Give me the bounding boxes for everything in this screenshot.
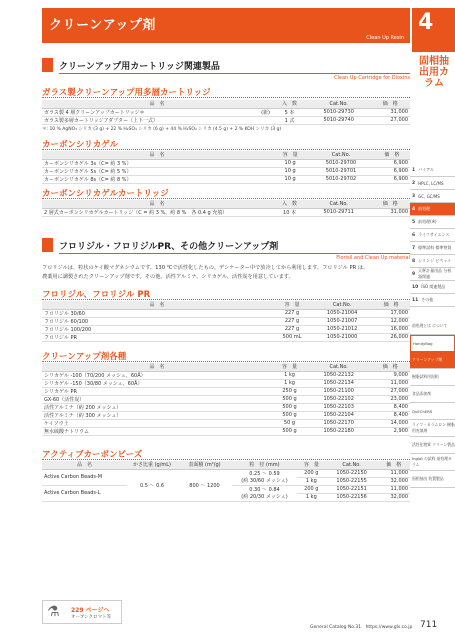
nav-item[interactable]: 1 バイアル	[410, 164, 455, 177]
florisil-table: 品 名 容 量 Cat.No. 価 格 フロリジル 30/60 227 g 1050-21004 17,000 フロリジル 60/100 227 g 1050-21007 12,000 フロリジル 100/200 227 g 1050-21012 16,000 フロリジル PR 500 mL 1050-21000 26,000	[44, 301, 408, 341]
subnav-item[interactable]: 前処理とは について	[410, 318, 455, 335]
various-table: 品 名 容 量 Cat.No. 価 格 シリカゲル -100（70/200 メッシュ、60Å） 1 kg 1050-22132 9,000 シリカゲル -150（30/80 メッシュ、60Å） 1 kg 1050-22134 11,000 シリカゲル PR 250 g 1050-21100 27,000 GX-60（活性炭） 500 g 1050-22102 23,000 活性アルミナ（約 200 メッシュ） 500 g 1050-22103 8,400 活性アルミナ（約 300 メッシュ） 500 g 1050-22104 8,400 ケイソウ土 50 g 1050-22170 14,000 無水硫酸ナトリウム 500 g 1050-22180 2,900	[44, 363, 408, 435]
page-title-en: Clean Up Resin	[366, 35, 404, 41]
reference-page: 229 ページへ	[71, 607, 110, 614]
subnav-item[interactable]: 樹脂試料用固相	[410, 369, 455, 386]
section-florisil	[42, 238, 410, 252]
nav-item[interactable]: 11 その他	[410, 294, 455, 307]
table-row: シリカゲル -150（30/80 メッシュ、60Å） 1 kg 1050-22134 11,000	[44, 380, 408, 387]
nav-item[interactable]: 3 GC, GC/MS	[410, 190, 455, 203]
table-row: ガラス製 4 層クリーンアップカートリッジ＊ (新) 5 本 5010-29730 31,000	[44, 109, 408, 116]
nav-item-active[interactable]: 4 前処理	[410, 203, 455, 216]
subchapter-nav	[410, 318, 455, 488]
reference-label: オーブンクロマト等	[71, 615, 112, 620]
carbon-table: 品 名 容 量 Cat.No. 価 格 カーボンシリカゲル 3s（C= 約 3 %） 10 g 5010-29700 6,900 カーボンシリカゲル 5s（C= 約 5 %） 10 g 5010-29701 6,900 カーボンシリカゲル 8s（C= 約 8 %） 10 g 5010-29702 6,900	[44, 151, 408, 183]
glass-note: ＊: 10 % AgNO₃ シリカ (3 g) + 22 % H₂SO₄ シリカ (6 g) + 44 % H₂SO₄ シリカ (4.5 g) + 2 % KOH シリカ (3 g)	[42, 127, 282, 132]
subnav-item[interactable]: 食品添加剤	[410, 386, 455, 403]
table-row: 1 kg 1050-22155 32,000	[42, 477, 410, 485]
table-row: 2 層式カーボンシリカゲルカートリッジ（C = 約 3 %、約 8 % 各 0.4 g 充填） 10 本 5010-29711 31,000	[44, 209, 408, 216]
new-badge: (新)	[261, 109, 270, 116]
nav-item[interactable]: 2 HPLC, LC/MS	[410, 177, 455, 190]
chapter-sub: -1	[440, 25, 450, 35]
section-cleanup-cartridge	[42, 58, 410, 72]
table-row: カーボンシリカゲル 5s（C= 約 5 %） 10 g 5010-29701 6,900	[44, 168, 408, 175]
section-title-en: Clean Up Cartridge for Dioxins	[334, 75, 410, 81]
subsection-carbon: カーボンシリカゲル	[42, 140, 119, 150]
subnav-item[interactable]: HandyBag	[410, 335, 455, 352]
subnav-item-active[interactable]: クリーンアップ剤	[410, 352, 455, 369]
subsection-carbon-cartridge: カーボンシリカゲルカートリッジ	[42, 189, 169, 199]
section-title: フロリジル・フロリジルPR、その他クリーンアップ剤	[59, 242, 279, 252]
nav-item[interactable]: 10 ISO 関連製品	[410, 281, 455, 294]
table-row: シリカゲル -100（70/200 メッシュ、60Å） 1 kg 1050-22132 9,000	[44, 372, 408, 379]
subnav-item[interactable]: Inglat の試料 前処理カラム	[410, 454, 455, 471]
table-row: シリカゲル PR 250 g 1050-21100 27,000	[44, 388, 408, 395]
subsection-beads: アクティブカーボンビーズ	[42, 450, 143, 460]
table-row: Active Carbon Beads-L 0.30 〜 0.84 (約 20/30 メッシュ) 200 g 1050-22151 11,000	[44, 486, 408, 500]
chapter-number: 4	[418, 10, 434, 35]
carbon-cartridge-table: 品 名 入 数 Cat.No. 価 格 2 層式カーボンシリカゲルカートリッジ（C = 約 3 %、約 8 % 各 0.4 g 充填） 10 本 5010-29711 31,000	[44, 200, 408, 216]
table-row: 無水硫酸ナトリウム 500 g 1050-22180 2,900	[44, 428, 408, 435]
table-row: 1 kg 1050-22156 32,000	[42, 493, 410, 501]
beads-table: 品 名 かさ比重 (g/mL) 表面積 (m²/g) 粒 径 (mm) 容 量 Cat.No. 価 格 Active Carbon Beads-M 0.5 〜 0.6 800 〜 1200 0.25 〜 0.59 (約 30/60 メッシュ) 200 g 1050-22150 11,000 1 kg 1050-22155 32,000 Active Carbon Beads-L 0.30 〜 0.84 (約 20/30 メッシュ) 200 g 1050-22151 11,000 1 kg 1050-22156 32,000	[44, 461, 408, 500]
page-reference-link[interactable]	[42, 600, 122, 624]
subnav-item[interactable]: 活性化物質 クリーン製品	[410, 437, 455, 454]
table-row: フロリジル 30/60 227 g 1050-21004 17,000	[44, 310, 408, 317]
footer-catalog: General Catalog No.31 https://www.gls.co.jp	[310, 625, 413, 630]
chapter-tab[interactable]	[412, 8, 455, 52]
table-row: Active Carbon Beads-M 0.5 〜 0.6 800 〜 1200 0.25 〜 0.59 (約 30/60 メッシュ) 200 g 1050-22150 11,000	[42, 469, 410, 477]
chapter-title: 固相抽出用カラム	[419, 56, 449, 89]
table-row: カーボンシリカゲル 3s（C= 約 3 %） 10 g 5010-29700 6,900	[44, 160, 408, 167]
nav-item[interactable]: 5 前処理(※)	[410, 216, 455, 229]
table-row: ケイソウ土 50 g 1050-22170 14,000	[44, 420, 408, 427]
subnav-item[interactable]: QuEChERS	[410, 403, 455, 420]
table-row: 活性アルミナ（約 300 メッシュ） 500 g 1050-22104 8,400	[44, 412, 408, 419]
table-row: フロリジル 60/100 227 g 1050-21007 12,000	[44, 318, 408, 325]
subsection-glass: ガラス製クリーンアップ用多層カートリッジ	[42, 88, 211, 98]
table-row: カーボンシリカゲル 8s（C= 約 8 %） 10 g 5010-29702 6,900	[44, 176, 408, 183]
page-number: 711	[420, 620, 438, 630]
subnav-item[interactable]: 固相抽出 装置製品	[410, 471, 455, 488]
chapter-nav	[410, 164, 455, 307]
section-bar-icon	[42, 58, 53, 72]
subsection-various: クリーンアップ剤各種	[42, 352, 127, 362]
subnav-item[interactable]: ライフ・カラムロン 樹脂用充填剤	[410, 420, 455, 437]
subsection-florisil: フロリジル、フロリジル PR	[42, 290, 151, 300]
header-bar	[42, 8, 410, 43]
table-row: フロリジル 100/200 227 g 1050-21012 16,000	[44, 326, 408, 333]
table-row: 活性アルミナ（約 200 メッシュ） 500 g 1050-22103 8,400	[44, 404, 408, 411]
table-row: ガラス製多層カートリッジアダプター（上下一式） 1 式 5010-29740 27,000	[44, 117, 408, 124]
nav-item[interactable]: 6 ライフサイエンス	[410, 229, 455, 242]
nav-item[interactable]: 7 標準試料 標準物質	[410, 242, 455, 255]
table-row: GX-60（活性炭） 500 g 1050-22102 23,000	[44, 396, 408, 403]
nav-item[interactable]: 8 シリンジ ピペット	[410, 255, 455, 268]
description: フロリジルは、粒状のケイ酸マグネシウムです。130 ℃で活性化したもの。デシケーター中で放冷してから利用します。フロリジル PR は、 農薬用に調製されたクリーンアップ剤です。その他、活性アルミナ、シリカゲル、活性炭を用意しています。	[42, 265, 369, 280]
section-title-en: Florisil and Clean Up material	[336, 255, 410, 261]
page-title: クリーンアップ剤	[49, 18, 156, 33]
section-bar-icon	[42, 238, 53, 252]
glass-table: 品 名 入 数 Cat.No. 価 格 ガラス製 4 層クリーンアップカートリッジ＊ (新) 5 本 5010-29730 31,000 ガラス製多層カートリッジアダプター（上下一式） 1 式 5010-29740 27,000	[44, 100, 408, 124]
nav-item[interactable]: 9 天秤計量用品 分析器関連	[410, 268, 455, 281]
section-title: クリーンアップ用カートリッジ関連製品	[59, 62, 220, 72]
table-row: フロリジル PR 500 mL 1050-21000 26,000	[44, 334, 408, 341]
apparatus-icon: ⚗	[47, 604, 60, 620]
